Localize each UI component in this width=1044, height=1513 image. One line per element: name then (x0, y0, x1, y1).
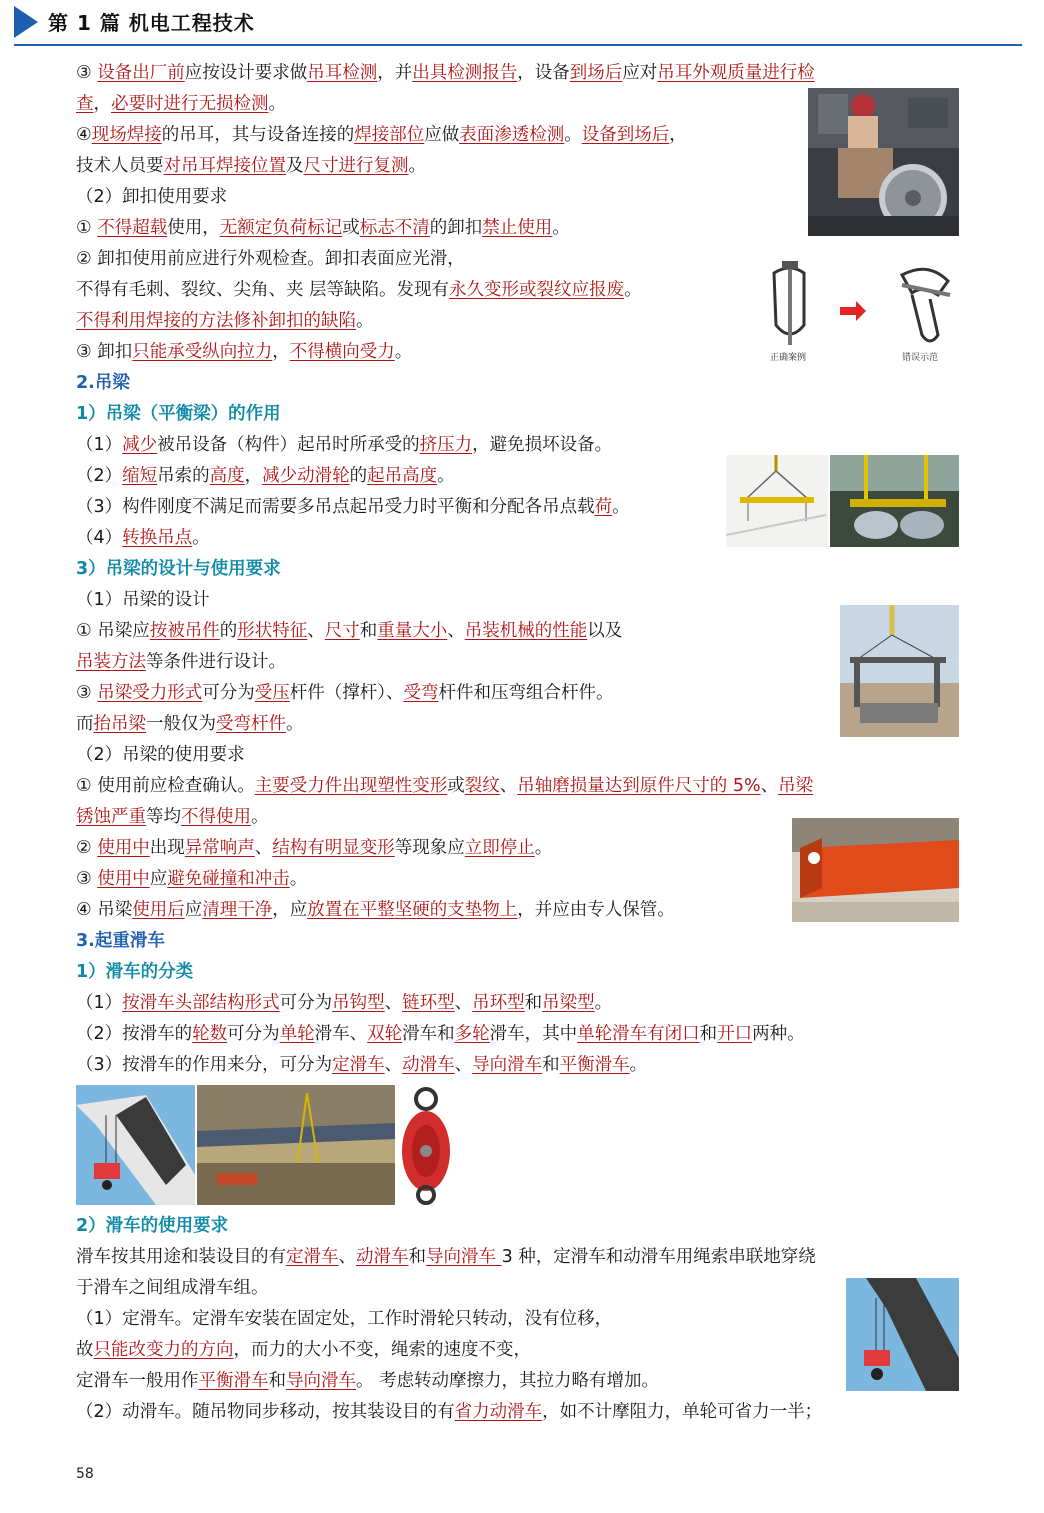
body-text: 。 (534, 838, 553, 858)
body-text: 。 考虑转动摩擦力，其拉力略有增加。 (356, 1371, 660, 1391)
text-line (76, 1337, 531, 1363)
key-phrase: 无额定负荷标记 (219, 218, 343, 238)
body-text: 。 (629, 1055, 648, 1075)
body-text: 使用， (167, 218, 220, 238)
body-text: 滑车、 (314, 1024, 368, 1044)
key-phrase: 双轮 (367, 1024, 403, 1044)
key-phrase: 动滑车 (356, 1247, 409, 1267)
text-line (76, 215, 570, 241)
body-text: ， (272, 342, 290, 362)
key-phrase: 不得横向受力 (289, 342, 395, 362)
body-text: 、 (384, 1055, 403, 1075)
key-phrase: 省力动滑车 (454, 1402, 543, 1422)
body-text: （1） (76, 993, 123, 1013)
key-phrase: 挤压力 (419, 435, 473, 455)
body-text: 和 (268, 1371, 286, 1391)
body-text: 吊索的 (157, 466, 210, 486)
body-text: 一般仅为 (146, 714, 216, 734)
key-phrase: 链环型 (402, 993, 455, 1013)
body-text: 。 (286, 714, 304, 734)
text-line (76, 587, 210, 613)
body-text: （2）按滑车的 (76, 1024, 193, 1044)
body-text: 应 (149, 869, 168, 889)
key-phrase: 荷 (594, 497, 613, 517)
key-phrase: 按被吊件 (149, 621, 220, 641)
body-text: 的 (219, 621, 238, 641)
key-phrase: 永久变形或裂纹应报废 (449, 280, 625, 300)
body-text: 应 (184, 900, 203, 920)
key-phrase: 定滑车 (332, 1055, 385, 1075)
text-line (76, 618, 622, 644)
body-text: 、 (254, 838, 273, 858)
body-text: 滑车和 (402, 1024, 455, 1044)
body-text: 、 (447, 621, 465, 641)
body-text: 。 (192, 528, 210, 548)
key-phrase: 单轮滑车有闭口 (577, 1024, 700, 1044)
key-phrase: 只能改变力的方向 (93, 1340, 234, 1360)
body-text: 、 (760, 776, 779, 796)
key-phrase: 标志不清 (359, 218, 430, 238)
body-text: 和 (408, 1247, 426, 1267)
key-phrase: 避免碰撞和冲击 (167, 869, 290, 889)
text-line (76, 308, 374, 334)
key-phrase: 使用中 (97, 838, 150, 858)
key-phrase: 吊轴磨损量达到原件尺寸的 5% (517, 776, 761, 796)
shackle-diagram (752, 255, 964, 363)
body-text: （3）构件刚度不满足而需要多吊点起吊受力时平衡和分配各吊点载 (76, 497, 595, 517)
text-line (76, 1052, 647, 1078)
caption-correct: 正确案例 (770, 353, 807, 363)
body-text: 滑车，其中 (489, 1024, 578, 1044)
body-text: ① 使用前应检查确认。 (76, 776, 255, 796)
key-phrase: 减少 (122, 435, 158, 455)
text-line (76, 1213, 228, 1239)
text-line (76, 401, 281, 427)
welder-photo (808, 88, 959, 236)
key-phrase: 只能承受纵向拉力 (132, 342, 273, 362)
key-phrase: 锈蚀严重 (76, 807, 146, 827)
section-heading: 2.吊梁 (76, 373, 130, 393)
body-text: 。 (394, 342, 413, 362)
body-text: 。 (268, 94, 286, 114)
key-phrase: 轮数 (192, 1024, 228, 1044)
key-phrase: 表面渗透检测 (459, 125, 565, 145)
key-phrase: 尺寸进行复测 (303, 156, 409, 176)
key-phrase: 不得使用 (181, 807, 251, 827)
key-phrase: 设备出厂前 (97, 63, 185, 83)
text-line (76, 277, 642, 303)
key-phrase: 吊钩型 (332, 993, 385, 1013)
body-text: 杆件（撑杆）、 (289, 683, 404, 703)
body-text: ② 卸扣使用前应进行外观检查。卸扣表面应光滑， (76, 249, 465, 269)
key-phrase: 禁止使用 (482, 218, 553, 238)
key-phrase: 缩短 (122, 466, 158, 486)
text-line (76, 525, 210, 551)
text-line (76, 711, 304, 737)
body-text: 的 (349, 466, 368, 486)
text-line (76, 1399, 822, 1425)
body-text: ， (669, 125, 687, 145)
body-text: 可分为 (227, 1024, 280, 1044)
text-line (76, 432, 612, 458)
text-line (76, 897, 675, 923)
key-phrase: 重量大小 (377, 621, 448, 641)
pulley-block-photo (397, 1085, 455, 1205)
body-text: 、 (499, 776, 518, 796)
body-text: ，并 (377, 63, 413, 83)
key-phrase: 设备到场后 (581, 125, 670, 145)
text-line (76, 370, 130, 396)
key-phrase: 现场焊接 (91, 125, 162, 145)
text-line (76, 556, 281, 582)
key-phrase: 平衡滑车 (559, 1055, 630, 1075)
crane-hook-photo (846, 1278, 959, 1391)
body-text: （2） (76, 466, 123, 486)
key-phrase: 结构有明显变形 (272, 838, 395, 858)
key-phrase: 动滑车 (402, 1055, 455, 1075)
body-text: 。 (612, 497, 630, 517)
text-line (76, 184, 227, 210)
body-text: 被吊设备（构件）起吊时所承受的 (157, 435, 420, 455)
header-rule (14, 44, 1022, 46)
key-phrase: 裂纹 (464, 776, 500, 796)
key-phrase: 吊环型 (472, 993, 525, 1013)
body-text: 、 (454, 993, 473, 1013)
body-text: 于滑车之间组成滑车组。 (76, 1278, 269, 1298)
body-text: 等均 (146, 807, 181, 827)
body-text: 。 (251, 807, 269, 827)
chapter-title: 第 1 篇 机电工程技术 (48, 11, 255, 35)
body-text: （1）定滑车。定滑车安装在固定处，工作时滑轮只转动，没有位移， (76, 1309, 613, 1329)
body-text: 而 (76, 714, 94, 734)
body-text: ， (93, 94, 111, 114)
body-text: 和 (359, 621, 378, 641)
body-text: 。 (564, 125, 582, 145)
key-phrase: 焊接部位 (354, 125, 425, 145)
key-phrase: 尺寸 (324, 621, 360, 641)
text-line (76, 990, 612, 1016)
key-phrase: 高度 (209, 466, 245, 486)
body-text: ② (76, 838, 98, 858)
key-phrase: 开口 (717, 1024, 753, 1044)
body-text: （1） (76, 435, 123, 455)
body-text: 技术人员要 (76, 156, 164, 176)
text-line (76, 1306, 612, 1332)
key-phrase: 起吊高度 (367, 466, 438, 486)
body-text: ，设备 (517, 63, 570, 83)
body-text: ① (76, 218, 98, 238)
body-text: 应按设计要求做 (184, 63, 308, 83)
key-phrase: 导向滑车 (286, 1371, 356, 1391)
body-text: 应做 (424, 125, 460, 145)
text-line (76, 773, 813, 799)
body-text: 。 (437, 466, 455, 486)
key-phrase: 使用中 (97, 869, 150, 889)
body-text: （3）按滑车的作用来分，可分为 (76, 1055, 333, 1075)
body-text: 和 (542, 1055, 560, 1075)
body-text: ③ (76, 683, 98, 703)
key-phrase: 查 (76, 94, 94, 114)
body-text: ④ 吊梁 (76, 900, 133, 920)
body-text: 不得有毛刺、裂纹、尖角、夹 层等缺陷。发现有 (76, 280, 450, 300)
body-text: 可分为 (202, 683, 255, 703)
body-text: 和 (699, 1024, 718, 1044)
text-line (76, 246, 465, 272)
body-text: 可分为 (279, 993, 333, 1013)
text-line (76, 804, 269, 830)
subsection-heading: 1）吊梁（平衡梁）的作用 (76, 404, 281, 424)
key-phrase: 定滑车 (286, 1247, 339, 1267)
text-line (76, 91, 286, 117)
crane-boom-photo (76, 1085, 195, 1205)
text-line (76, 153, 426, 179)
subsection-heading: 1）滑车的分类 (76, 962, 194, 982)
text-line (76, 835, 552, 861)
key-phrase: 按滑车头部结构形式 (122, 993, 280, 1013)
body-text: 等现象应 (394, 838, 465, 858)
body-text: （1）吊梁的设计 (76, 590, 210, 610)
text-line (76, 680, 614, 706)
body-text: ， (244, 466, 263, 486)
key-phrase: 清理干净 (202, 900, 273, 920)
key-phrase: 导向滑车 (426, 1247, 502, 1267)
body-text: （2）动滑车。随吊物同步移动，按其装设目的有 (76, 1402, 455, 1422)
text-line (76, 1244, 816, 1270)
text-line (76, 1275, 269, 1301)
body-text: 或 (447, 776, 465, 796)
body-text: ③ (76, 63, 98, 83)
body-text: 杆件和压弯组合杆件。 (438, 683, 614, 703)
key-phrase: 使用后 (132, 900, 185, 920)
key-phrase: 抬吊梁 (93, 714, 146, 734)
body-text: 两种。 (752, 1024, 805, 1044)
key-phrase: 吊梁 (778, 776, 814, 796)
text-line (76, 649, 286, 675)
key-phrase: 放置在平整坚硬的支垫物上 (307, 900, 518, 920)
key-phrase: 必要时进行无损检测 (111, 94, 269, 114)
body-text: 。 (624, 280, 642, 300)
key-phrase: 转换吊点 (122, 528, 193, 548)
body-text: ④ (76, 125, 92, 145)
body-text: 和 (524, 993, 543, 1013)
body-text: 、 (384, 993, 403, 1013)
body-text: 及 (286, 156, 304, 176)
key-phrase: 异常响声 (184, 838, 255, 858)
body-text: 。 (289, 869, 308, 889)
text-line (76, 494, 630, 520)
text-line (76, 928, 165, 954)
subsection-heading: 2）滑车的使用要求 (76, 1216, 229, 1236)
subsection-heading: 3）吊梁的设计与使用要求 (76, 559, 281, 579)
key-phrase: 吊梁型 (542, 993, 595, 1013)
body-text: ① 吊梁应 (76, 621, 150, 641)
text-line (76, 1021, 805, 1047)
body-text: 等条件进行设计。 (146, 652, 286, 672)
body-text: 应对 (622, 63, 658, 83)
text-line (76, 60, 815, 86)
body-text: 滑车按其用途和装设目的有 (76, 1247, 286, 1267)
key-phrase: 立即停止 (464, 838, 535, 858)
key-phrase: 形状特征 (237, 621, 308, 641)
key-phrase: 不得利用焊接的方法修补卸扣的缺陷 (76, 311, 356, 331)
text-line (76, 339, 412, 365)
body-text: 。 (356, 311, 374, 331)
body-text: 的吊耳，其与设备连接的 (161, 125, 355, 145)
body-text: ③ 卸扣 (76, 342, 133, 362)
key-phrase: 吊耳检测 (307, 63, 378, 83)
body-text: 。 (594, 993, 613, 1013)
key-phrase: 导向滑车 (472, 1055, 543, 1075)
body-text: （2）卸扣使用要求 (76, 187, 228, 207)
body-text: ，而力的大小不变，绳索的速度不变， (233, 1340, 531, 1360)
key-phrase: 到场后 (569, 63, 623, 83)
body-text: 定滑车一般用作 (76, 1371, 199, 1391)
body-text: ③ (76, 869, 98, 889)
spreader-beam-photo (726, 455, 959, 547)
text-line (76, 959, 193, 985)
key-phrase: 受弯 (403, 683, 439, 703)
body-text: 、 (454, 1055, 473, 1075)
key-phrase: 受压 (254, 683, 290, 703)
text-line (76, 463, 455, 489)
body-text: （2）吊梁的使用要求 (76, 745, 245, 765)
text-line (76, 122, 687, 148)
page-number: 58 (76, 1466, 94, 1482)
key-phrase: 吊装机械的性能 (464, 621, 588, 641)
page-header (0, 0, 1044, 48)
body-text: ，避免损坏设备。 (472, 435, 613, 455)
lifting-frame-photo (840, 605, 959, 737)
header-triangle-icon (14, 6, 38, 38)
section-heading: 3.起重滑车 (76, 931, 165, 951)
key-phrase: 受弯杆件 (216, 714, 286, 734)
body-text: ，如不计摩阻力，单轮可省力一半； (542, 1402, 823, 1422)
body-text: 3 种，定滑车和动滑车用绳索串联地穿绕 (501, 1247, 816, 1267)
key-phrase: 平衡滑车 (198, 1371, 269, 1391)
body-text: 以及 (587, 621, 623, 641)
key-phrase: 主要受力件出现塑性变形 (254, 776, 448, 796)
body-text: 。 (552, 218, 570, 238)
key-phrase: 减少动滑轮 (262, 466, 350, 486)
body-text: ，并应由专人保管。 (517, 900, 675, 920)
body-text: （4） (76, 528, 123, 548)
key-phrase: 吊梁受力形式 (97, 683, 203, 703)
key-phrase: 吊装方法 (76, 652, 146, 672)
construction-site-render (197, 1085, 395, 1205)
key-phrase: 出具检测报告 (412, 63, 518, 83)
body-text: 故 (76, 1340, 94, 1360)
key-phrase: 吊耳外观质量进行检 (657, 63, 815, 83)
body-text: 、 (338, 1247, 356, 1267)
text-line (76, 1368, 659, 1394)
text-line (76, 866, 307, 892)
body-text: 的卸扣 (429, 218, 483, 238)
body-text: 。 (408, 156, 426, 176)
key-phrase: 单轮 (279, 1024, 315, 1044)
body-text: 出现 (149, 838, 185, 858)
key-phrase: 不得超载 (97, 218, 168, 238)
caption-wrong: 错误示范 (902, 353, 939, 363)
orange-beam-photo (792, 818, 959, 922)
body-text: ，应 (272, 900, 308, 920)
key-phrase: 多轮 (454, 1024, 490, 1044)
body-text: 或 (342, 218, 360, 238)
body-text: 、 (307, 621, 325, 641)
text-line (76, 742, 245, 768)
key-phrase: 对吊耳焊接位置 (163, 156, 286, 176)
